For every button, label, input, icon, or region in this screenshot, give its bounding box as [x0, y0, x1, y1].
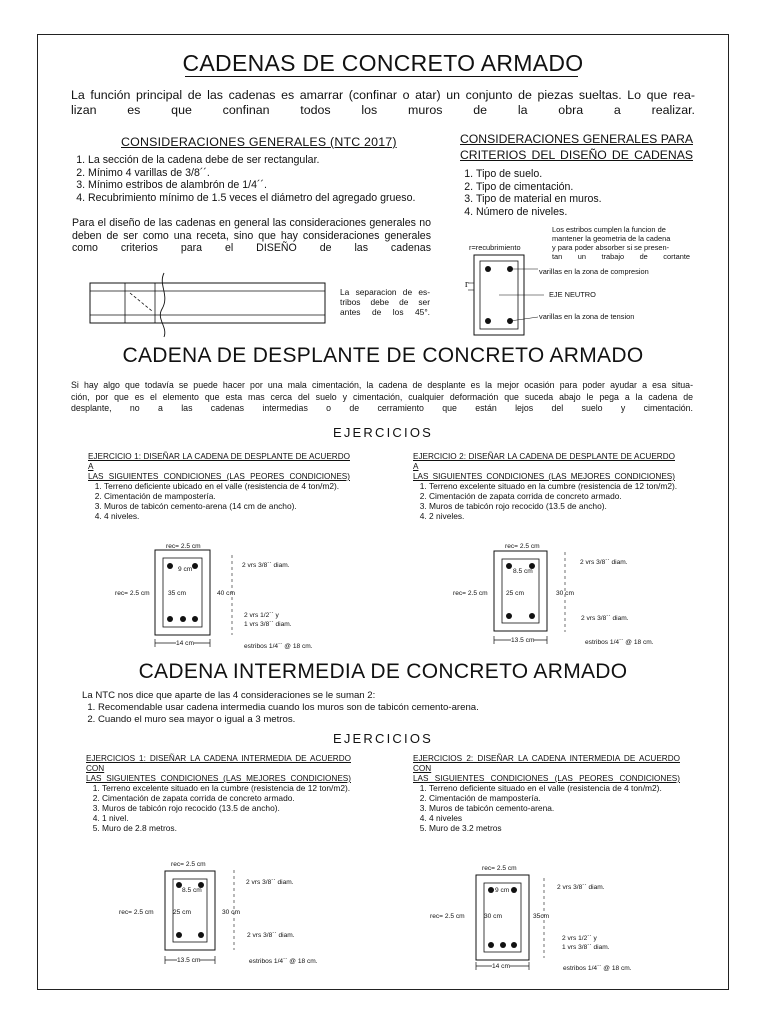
list-item: 4. 2 niveles.	[429, 511, 679, 521]
tension-label: varillas en la zona de tension	[539, 312, 635, 321]
dimension-line	[224, 870, 244, 950]
list-item: 1. Terreno deficiente situado en el valle (resistencia de 4 ton/m2).	[429, 783, 684, 793]
intermedia-list	[82, 702, 598, 725]
cover-top-label: rec= 2.5 cm	[166, 543, 201, 550]
inner-height-label: 25 cm	[506, 590, 524, 597]
rebar-dot	[485, 266, 491, 272]
cover-left-label: rec= 2.5 cm	[115, 590, 150, 597]
height-label: 35cm	[533, 913, 550, 920]
list-item: 2. Cimentación de mampostería.	[429, 793, 684, 803]
list-item: 4. 4 niveles.	[104, 511, 354, 521]
list-item: 5. Muro de 2.8 metros.	[102, 823, 357, 833]
inner-height-label: 25 cm	[173, 909, 191, 916]
stirrup-note: Los estribos cumplen la funcion de mantener la geometria de la cadena y para poder absorber si se presen- tan un trabajo de cortante	[552, 225, 690, 261]
list-item: 3. Mínimo estribos de alambrón de 1/4´´.	[88, 179, 458, 192]
desplante-paragraph: Si hay algo que todavía se puede hacer por una mala cimentación, la cadena de desplante es la mejor ocasión para poder ayudar a esa situa- ción, por que es el elemento que esta mas cerca del suelo y cimentación, cualquier deformación que suceda abajo le pega a la cadena de desplante, no a las cadenas intermedias o de cerramiento que están lejos del suelo y cimentación.	[71, 380, 693, 414]
list-item: 3. Muros de tabicón cemento-arena (14 cm de ancho).	[104, 501, 354, 511]
exercise-heading: EJERCICIO 2: DISEÑAR LA CADENA DE DESPLANTE DE ACUERDO A LAS SIGUIENTES CONDICIONES (LAS MEJORES CONDICIONES)	[413, 452, 675, 481]
list-item: 2. Tipo de cimentación.	[476, 181, 706, 194]
dimension-line	[555, 552, 575, 632]
inner-width-label: 8.5 cm	[182, 887, 202, 894]
dimension-line	[534, 878, 554, 958]
exercise-list	[88, 481, 354, 521]
height-label: 40 cm	[217, 590, 235, 597]
height-label: 30 cm	[556, 590, 574, 597]
list-item: 3. Muros de tabicón rojo recocido (13.5 de ancho).	[102, 803, 357, 813]
list-item: 1. Terreno excelente situado en la cumbre (resistencia de 12 ton/m2).	[102, 783, 357, 793]
exercise-list	[413, 783, 684, 833]
stirrups-label: estribos 1/4´´ @ 18 cm.	[249, 958, 318, 965]
cover-top-label: rec= 2.5 cm	[505, 543, 540, 550]
criteria-heading: CONSIDERACIONES GENERALES PARA CRITERIOS DEL DISEÑO DE CADENAS	[460, 132, 693, 162]
exercise-list	[413, 481, 679, 521]
list-item: 4. 4 niveles	[429, 813, 684, 823]
rebar-dot	[485, 318, 491, 324]
list-item: 2. Cimentación de mampostería.	[104, 491, 354, 501]
inner-height-label: 30 cm	[484, 913, 502, 920]
width-label: 13.5 cm	[177, 957, 201, 964]
top-bars-label: 2 vrs 3/8´´ diam.	[242, 562, 290, 569]
exercise-list	[86, 783, 357, 833]
section-title-intermedia: CADENA INTERMEDIA DE CONCRETO ARMADO	[138, 660, 628, 683]
stirrup-elevation-diagram	[90, 265, 330, 345]
title-underline	[185, 76, 578, 77]
inner-width-label: 9 cm	[178, 566, 193, 573]
top-bars-label: 2 vrs 3/8´´ diam.	[246, 879, 294, 886]
intermedia-intro: La NTC nos dice que aparte de las 4 consideraciones se le suman 2:	[82, 690, 376, 701]
list-item: 3. Muros de tabicón rojo recocido (13.5 de ancho).	[429, 501, 679, 511]
section-title-desplante: CADENA DE DESPLANTE DE CONCRETO ARMADO	[122, 344, 644, 367]
bottom-bars-label: 2 vrs 1/2´´ y 1 vrs 3/8´´ diam.	[562, 935, 610, 951]
general-considerations-heading: CONSIDERACIONES GENERALES (NTC 2017)	[121, 135, 397, 149]
cover-top-label: rec= 2.5 cm	[482, 865, 517, 872]
inner-width-label: 8.5 cm	[513, 568, 533, 575]
bottom-bars-label: 2 vrs 3/8´´ diam.	[581, 615, 629, 622]
list-item: 1. Tipo de suelo.	[476, 168, 706, 181]
width-label: 14 cm	[176, 640, 194, 647]
compression-label: varillas en la zona de compresion	[539, 267, 649, 276]
exercise-heading: EJERCICIOS 1: DISEÑAR LA CADENA INTERMEDIA DE ACUERDO CON LAS SIGUIENTES CONDICIONES (LAS MEJORES CONDICIONES)	[86, 754, 351, 783]
cover-left-label: rec= 2.5 cm	[119, 909, 154, 916]
intro-paragraph: La función principal de las cadenas es amarrar (confinar o atar) un conjunto de piezas sueltas. Lo que rea- lizan es que confinan todos los muros de la obra a realizar.	[71, 88, 695, 117]
design-paragraph: Para el diseño de las cadenas en general las consideraciones generales no deben de ser como una receta, sino que hay consideraciones generales como criterios para el DISEÑO de las cadenas	[72, 217, 431, 255]
stirrups-label: estribos 1/4´´ @ 18 cm.	[563, 965, 632, 972]
exercises-heading: EJERCICIOS	[332, 731, 433, 746]
section-diagram	[474, 255, 534, 340]
list-item: 2. Cuando el muro sea mayor o igual a 3 metros.	[98, 714, 598, 726]
page-title: CADENAS DE CONCRETO ARMADO	[182, 50, 584, 76]
section-diagram	[494, 551, 554, 646]
list-item: 2. Cimentación de zapata corrida de concreto armado.	[429, 491, 679, 501]
list-item: 4. Número de niveles.	[476, 206, 706, 219]
dimension-line	[222, 555, 242, 635]
bottom-bars-label: 2 vrs 1/2´´ y 1 vrs 3/8´´ diam.	[244, 612, 292, 628]
width-label: 14 cm	[492, 963, 510, 970]
neutral-axis-label: EJE NEUTRO	[549, 290, 596, 299]
list-item: 1. Terreno excelente situado en la cumbre (resistencia de 12 ton/m2).	[429, 481, 679, 491]
exercises-heading: EJERCICIOS	[332, 425, 433, 440]
general-considerations-list	[72, 154, 458, 204]
inner-width-label: 9 cm	[495, 887, 510, 894]
exercise-heading: EJERCICIOS 2: DISEÑAR LA CADENA INTERMEDIA DE ACUERDO CON LAS SIGUIENTES CONDICIONES (LAS PEORES CONDICIONES)	[413, 754, 680, 783]
list-item: 1. Terreno deficiente ubicado en el valle (resistencia de 4 ton/m2).	[104, 481, 354, 491]
list-item: 1. La sección de la cadena debe de ser rectangular.	[88, 154, 458, 167]
stirrups-label: estribos 1/4´´ @ 18 cm.	[244, 643, 313, 650]
list-item: 2. Mínimo 4 varillas de 3/8´´.	[88, 167, 458, 180]
exercise-heading: EJERCICIO 1: DISEÑAR LA CADENA DE DESPLANTE DE ACUERDO A LAS SIGUIENTES CONDICIONES (LAS PEORES CONDICIONES)	[88, 452, 350, 481]
bottom-bars-label: 2 vrs 3/8´´ diam.	[247, 932, 295, 939]
inner-height-label: 35 cm	[168, 590, 186, 597]
top-bars-label: 2 vrs 3/8´´ diam.	[580, 559, 628, 566]
list-item: 1. Recomendable usar cadena intermedia cuando los muros son de tabicón cemento-arena.	[98, 702, 598, 714]
list-item: 4. Recubrimiento mínimo de 1.5 veces el diámetro del agregado grueso.	[88, 192, 458, 205]
spacing-note: La separacion de es- tribos debe de ser antes de los 45°.	[340, 287, 430, 317]
cover-top-label: rec= 2.5 cm	[171, 861, 206, 868]
r-label: r	[465, 279, 469, 290]
cover-left-label: rec= 2.5 cm	[430, 913, 465, 920]
top-bars-label: 2 vrs 3/8´´ diam.	[557, 884, 605, 891]
width-label: 13.5 cm	[511, 637, 535, 644]
list-item: 3. Muros de tabicón cemento-arena.	[429, 803, 684, 813]
list-item: 4. 1 nivel.	[102, 813, 357, 823]
list-item: 2. Cimentación de zapata corrida de concreto armado.	[102, 793, 357, 803]
stirrups-label: estribos 1/4´´ @ 18 cm.	[585, 639, 654, 646]
cover-label: r=recubrimiento	[469, 243, 521, 252]
cover-left-label: rec= 2.5 cm	[453, 590, 488, 597]
criteria-list	[460, 168, 706, 218]
list-item: 5. Muro de 3.2 metros	[429, 823, 684, 833]
height-label: 30 cm	[222, 909, 240, 916]
list-item: 3. Tipo de material en muros.	[476, 193, 706, 206]
